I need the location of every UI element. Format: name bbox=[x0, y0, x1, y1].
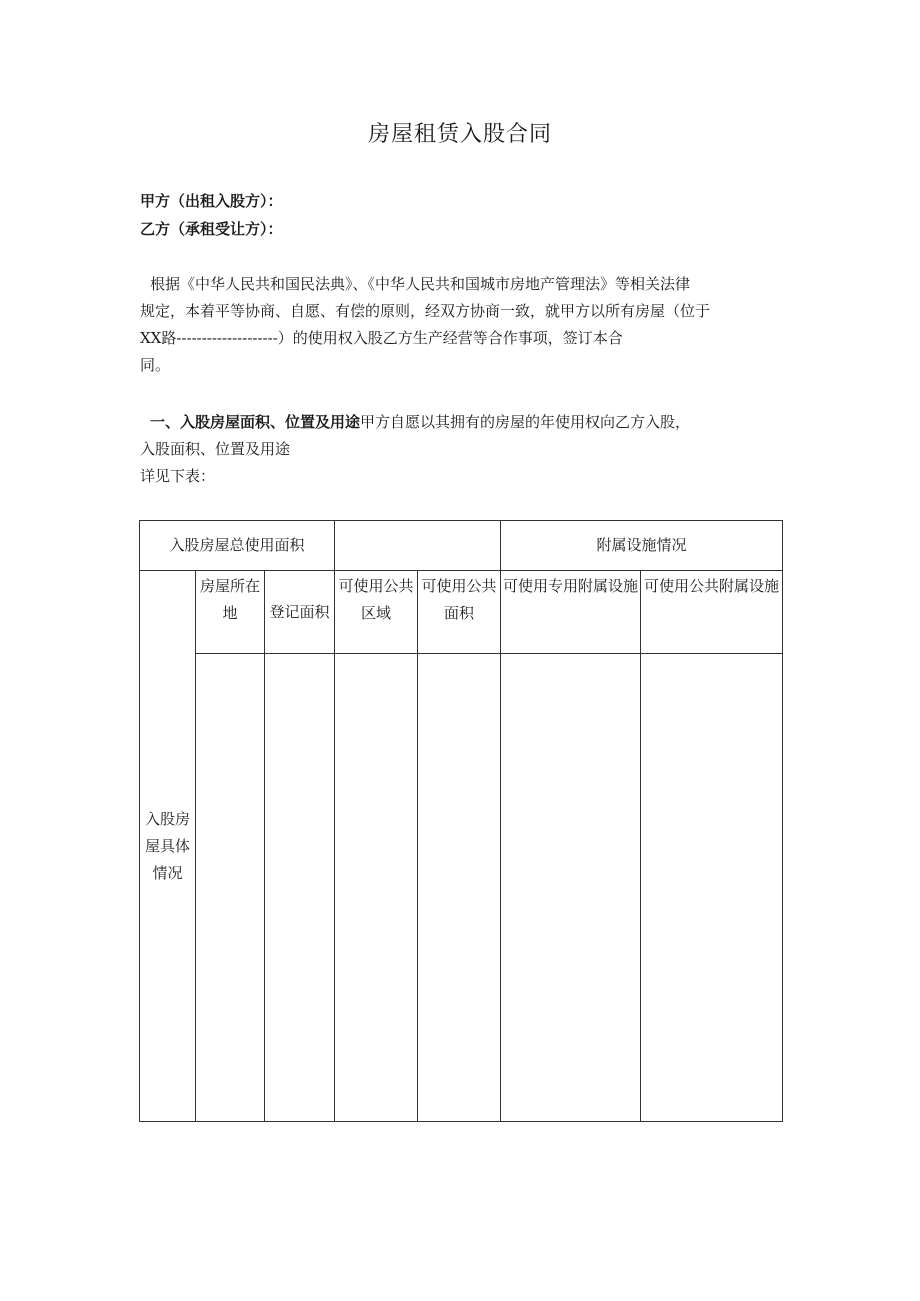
table-cell bbox=[196, 654, 265, 1122]
column-header-registered-area: 登记面积 bbox=[265, 571, 335, 654]
party-a-line: 甲方（出租入股方）： bbox=[140, 192, 283, 210]
table-cell bbox=[265, 654, 335, 1122]
document-title: 房屋租赁入股合同 bbox=[367, 122, 552, 147]
preamble-line: 规定，本着平等协商、自愿、有偿的原则，经双方协商一致，就甲方以所有房屋（位于 bbox=[140, 302, 711, 320]
column-header-private-facilities: 可使用专用附属设施 bbox=[501, 571, 641, 654]
preamble-paragraph bbox=[140, 271, 790, 379]
section-1-third-line: 详见下表： bbox=[140, 467, 216, 485]
preamble-line: 同。 bbox=[140, 356, 171, 374]
section-1-text: 甲方自愿以其拥有的房屋的年使用权向乙方入股， bbox=[360, 413, 691, 431]
preamble-line: 根据《中华人民共和国民法典》、《中华人民共和国城市房地产管理法》等相关法律 bbox=[150, 275, 691, 293]
table-cell bbox=[418, 654, 501, 1122]
column-header-public-area: 可使用公共面积 bbox=[418, 571, 501, 654]
table-cell bbox=[501, 654, 641, 1122]
total-area-label-cell: 入股房屋总使用面积 bbox=[140, 521, 335, 571]
party-b-line: 乙方（承租受让方）： bbox=[140, 220, 283, 238]
section-1 bbox=[140, 409, 790, 490]
table-cell bbox=[335, 654, 418, 1122]
preamble-line: XX路--------------------）的使用权入股乙方生产经营等合作事项，签订本合 bbox=[140, 329, 623, 347]
column-header-public-zone: 可使用公共区域 bbox=[335, 571, 418, 654]
row-group-label-cell: 入股房屋具体情况 bbox=[140, 571, 196, 1122]
table-row bbox=[140, 654, 783, 1122]
section-1-first-line bbox=[140, 409, 790, 436]
facilities-label-cell: 附属设施情况 bbox=[501, 521, 783, 571]
column-header-location: 房屋所在地 bbox=[196, 571, 265, 654]
section-1-heading: 一、入股房屋面积、位置及用途 bbox=[150, 413, 361, 431]
table-cell bbox=[641, 654, 783, 1122]
column-header-public-facilities: 可使用公共附属设施 bbox=[641, 571, 783, 654]
section-1-second-line: 入股面积、位置及用途 bbox=[140, 440, 291, 458]
total-area-value-cell bbox=[335, 521, 501, 571]
property-table bbox=[139, 520, 783, 1122]
